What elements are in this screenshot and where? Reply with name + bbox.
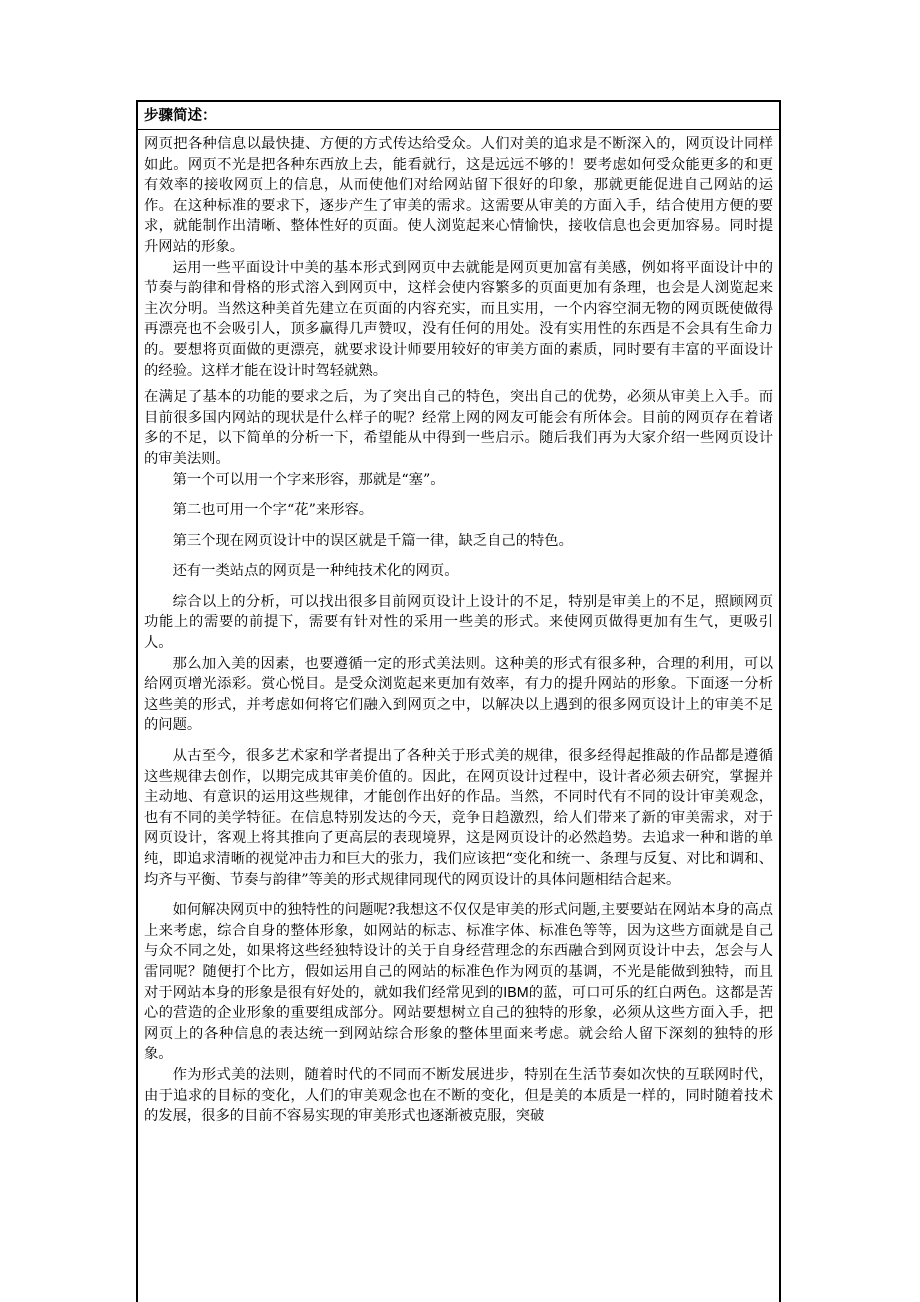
paragraph: 综合以上的分析，可以找出很多目前网页设计上设计的不足，特别是审美上的不足，照顾网页功能上的需要的前提下，需要有针对性的采用一些美的形式。来使网页做得更加有生气，更吸引人。 <box>144 593 773 652</box>
content-body <box>138 130 779 1127</box>
paragraph-text: 如何解决网页中的独特性的问题呢?我想这不仅仅是审美的形式问题,主要要站在网站本身的高点上来考虑，综合自身的整体形象，如网站的标志、标准字体、标准色等等，因为这些方面就是自己与众不同之处，如果将这些经独特设计的关于自身经营理念的东西融合到网页设计中去，怎会与人雷同呢？随便打个比方，假如运用自己的网站的标准色作为网页的基调，不光是能做到独特，而且对于网站本身的形象是很有好处的，就如我们经常见到的 <box>144 902 773 1001</box>
paragraph-text: 的蓝，可口可乐的红白两色。这都是苦心的营造的企业形象的重要组成部分。网站要想树立自己的独特的形象，必须从这些方面入手，把网页上的各种信息的表达统一到网站综合形象的整体里面来考虑。就会给人留下深刻的独特的形象。 <box>144 984 774 1063</box>
paragraph: 在满足了基本的功能的要求之后，为了突出自己的特色，突出自己的优势，必须从审美上入手。而目前很多国内网站的现状是什么样子的呢？经常上网的网友可能会有所体会。目前的网页存在着诸多的不足，以下简单的分析一下，希望能从中得到一些启示。随后我们再为大家介绍一些网页设计的审美法则。 <box>144 389 773 467</box>
paragraph: 第一个可以用一个字来形容，那就是“塞”。 <box>172 471 445 488</box>
section-heading: 步骤简述： <box>138 102 779 130</box>
paragraph: 从古至今，很多艺术家和学者提出了各种关于形式美的规律，很多经得起推敲的作品都是遵循这些规律去创作，以期完成其审美价值的。因此，在网页设计过程中，设计者必须去研究，掌握并主动地、有意识的运用这些规律，才能创作出好的作品。当然，不同时代有不同的设计审美观念，也有不同的美学特征。在信息特别发达的今天，竞争日趋激烈，给人们带来了新的审美需求，对于网页设计，客观上将其推向了更高层的表现境界，这是网页设计的必然趋势。去追求一种和谐的单纯，即追求清晰的视觉冲击力和巨大的张力，我们应该把“变化和统一、条理与反复、对比和调和、均齐与平衡、节奏与韵律”等美的形式规律同现代的网页设计的具体问题相结合起来。 <box>144 748 773 888</box>
brand-name: IBM <box>503 984 529 1001</box>
paragraph: 那么加入美的因素，也要遵循一定的形式美法则。这种美的形式有很多种，合理的利用，可以给网页增光添彩。赏心悦目。是受众浏览起来更加有效率，有力的提升网站的形象。下面逐一分析这些美的形式，并考虑如何将它们融入到网页之中，以解决以上遇到的很多网页设计上的审美不足的问题。 <box>144 655 773 734</box>
document-table <box>136 100 781 1302</box>
paragraph: 第三个现在网页设计中的误区就是千篇一律，缺乏自己的特色。 <box>172 532 573 549</box>
paragraph: 网页把各种信息以最快捷、方便的方式传达给受众。人们对美的追求是不断深入的，网页设计同样如此。网页不光是把各种东西放上去，能看就行，这是远远不够的！要考虑如何受众能更多的和更有效率的接收网页上的信息，从而使他们对给网站留下很好的印象，那就更能促进自己网站的运作。在这种标准的要求下，逐步产生了审美的需求。这需要从审美的方面入手，结合使用方便的要求，就能制作出清晰、整体性好的页面。使人浏览起来心情愉快，接收信息也会更加容易。同时提升网站的形象。 <box>144 136 773 255</box>
paragraph: 第二也可用一个字“花”来形容。 <box>172 502 374 519</box>
paragraph: 运用一些平面设计中美的基本形式到网页中去就能是网页更加富有美感，例如将平面设计中的节奏与韵律和骨格的形式溶入到网页中，这样会使内容繁多的页面更加有条理，也会是人浏览起来主次分明。当然这种美首先建立在页面的内容充实，而且实用，一个内容空洞无物的网页既使做得再漂亮也不会吸引人，顶多赢得几声赞叹，没有任何的用处。没有实用性的东西是不会具有生命力的。要想将页面做的更漂亮，就要求设计师要用较好的审美方面的素质，同时要有丰富的平面设计的经验。这样才能在设计时驾轻就熟。 <box>144 259 773 379</box>
paragraph: 作为形式美的法则，随着时代的不同而不断发展进步，特别在生活节奏如次快的互联网时代，由于追求的目标的变化，人们的审美观念也在不断的变化，但是美的本质是一样的，同时随着技术的发展，很多的目前不容易实现的审美形式也逐渐被克服，突破 <box>144 1066 773 1125</box>
paragraph <box>144 900 773 1065</box>
paragraph: 还有一类站点的网页是一种纯技术化的网页。 <box>172 563 459 580</box>
